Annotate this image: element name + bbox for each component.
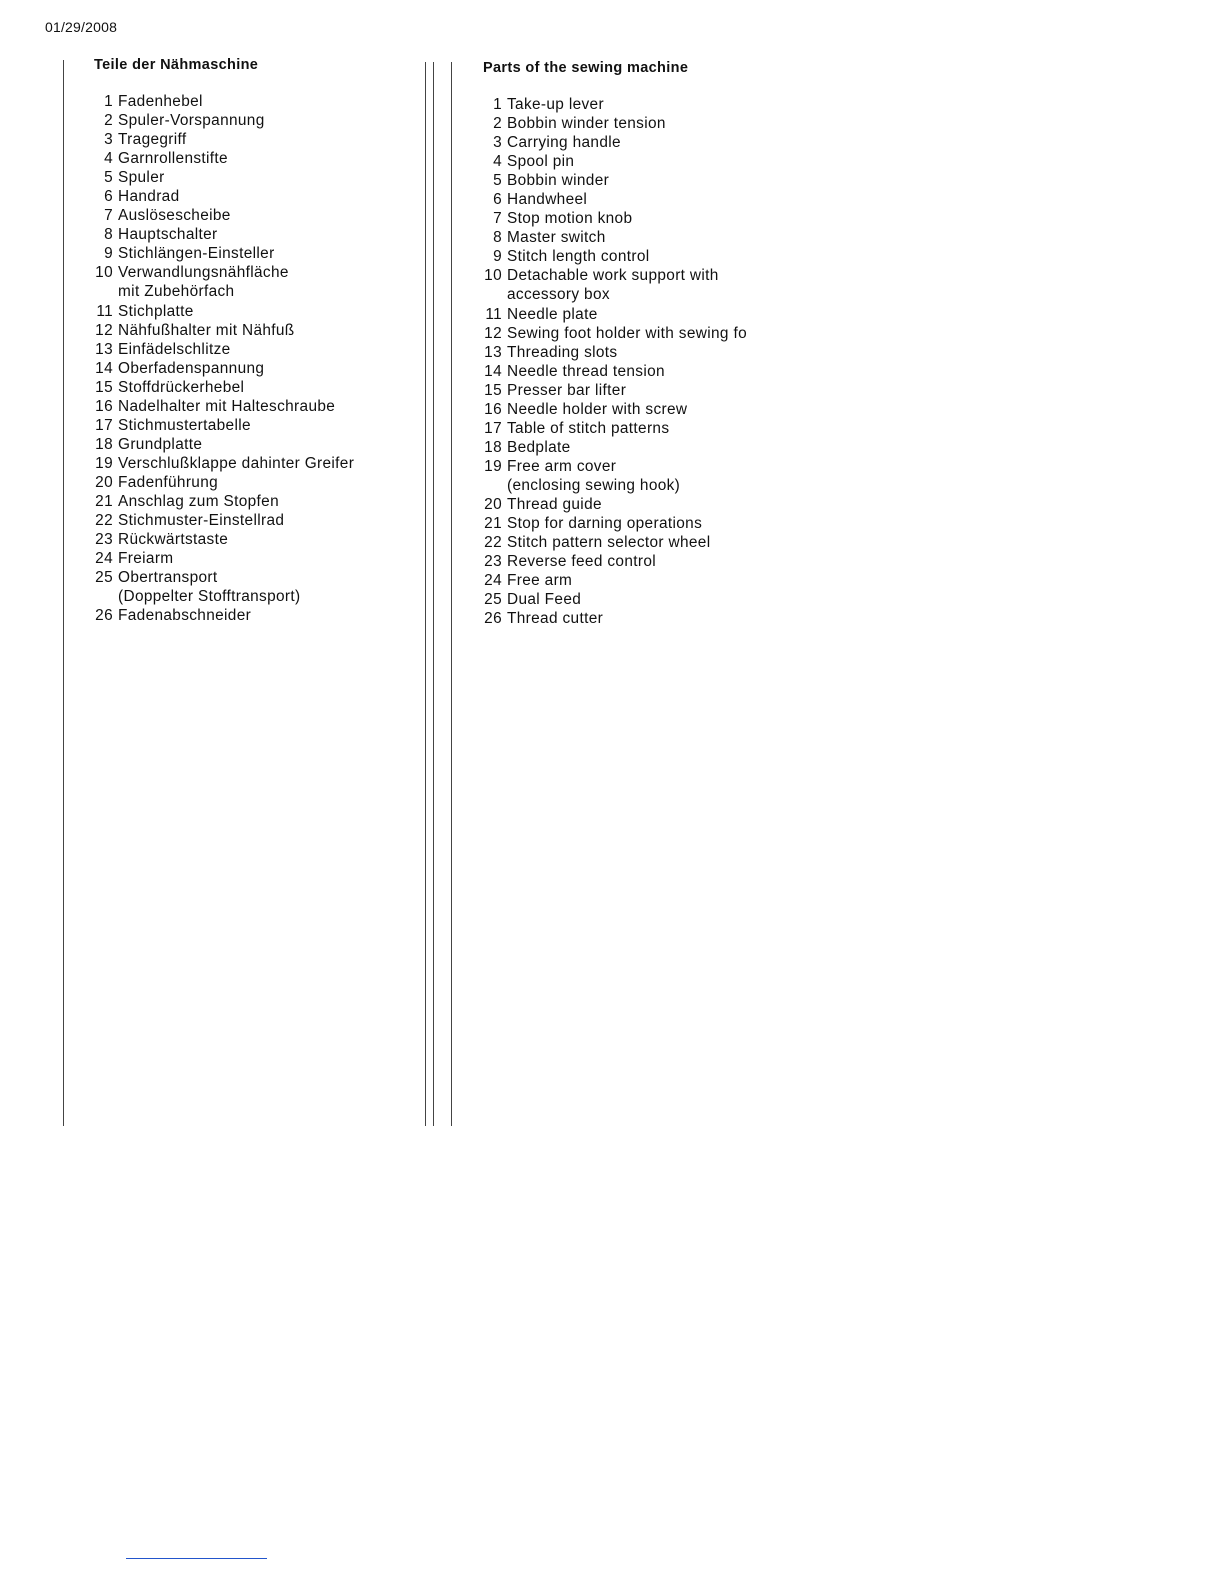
left-margin-rule	[63, 60, 64, 1126]
part-number: 26	[95, 607, 113, 625]
part-number: 15	[484, 381, 502, 399]
list-item	[481, 476, 811, 495]
list-item	[92, 606, 412, 625]
part-number: 12	[95, 321, 113, 339]
list-item	[92, 130, 412, 149]
list-item	[481, 362, 811, 381]
center-divider-rule-left	[425, 62, 426, 1126]
part-label: Needle holder with screw	[507, 400, 688, 418]
part-label: Auslösescheibe	[118, 207, 231, 225]
part-number: 14	[95, 359, 113, 377]
part-label: Verwandlungsnähfläche	[118, 264, 289, 282]
list-item	[481, 247, 811, 266]
part-number: 2	[104, 112, 113, 130]
part-label: (Doppelter Stofftransport)	[118, 588, 301, 606]
part-label: Stop motion knob	[507, 210, 633, 228]
list-item	[92, 416, 412, 435]
list-item	[481, 381, 811, 400]
part-number: 17	[484, 419, 502, 437]
list-item	[481, 533, 811, 552]
list-item	[481, 324, 811, 343]
date-stamp: 01/29/2008	[45, 19, 118, 35]
part-number: 22	[95, 512, 113, 530]
part-label: Spuler	[118, 169, 165, 187]
list-item	[92, 282, 412, 301]
english-heading: Parts of the sewing machine	[483, 60, 689, 76]
part-label: Spuler-Vorspannung	[118, 112, 265, 130]
part-label: Rückwärtstaste	[118, 531, 229, 549]
part-number	[481, 476, 502, 495]
part-number: 7	[493, 210, 502, 228]
part-label: Stichmuster-Einstellrad	[118, 512, 285, 530]
list-item	[481, 152, 811, 171]
part-label: Einfädelschlitze	[118, 340, 231, 358]
part-label: Handrad	[118, 188, 180, 206]
part-label: Sewing foot holder with sewing fo	[507, 324, 747, 342]
list-item	[481, 552, 811, 571]
part-number: 26	[484, 610, 502, 628]
list-item	[92, 511, 412, 530]
part-label: (enclosing sewing hook)	[507, 476, 681, 494]
list-item	[481, 133, 811, 152]
list-item	[481, 400, 811, 419]
part-number: 10	[484, 267, 502, 285]
part-label: Hauptschalter	[118, 226, 218, 244]
list-item	[481, 457, 811, 476]
part-label: Bobbin winder	[507, 172, 610, 190]
part-label: accessory box	[507, 286, 610, 304]
list-item	[92, 263, 412, 282]
part-label: Fadenabschneider	[118, 607, 252, 625]
list-item	[481, 590, 811, 609]
part-number: 13	[484, 343, 502, 361]
list-item	[92, 530, 412, 549]
list-item	[481, 343, 811, 362]
part-label: Verschlußklappe dahinter Greifer	[118, 454, 355, 472]
part-label: Needle thread tension	[507, 362, 665, 380]
list-item	[481, 114, 811, 133]
part-label: Carrying handle	[507, 134, 621, 152]
list-item	[481, 190, 811, 209]
list-item	[92, 340, 412, 359]
part-number: 6	[104, 188, 113, 206]
list-item	[92, 454, 412, 473]
part-label: Stitch length control	[507, 248, 650, 266]
part-label: Thread cutter	[507, 610, 604, 628]
part-number: 24	[484, 572, 502, 590]
part-number: 14	[484, 362, 502, 380]
part-label: Nähfußhalter mit Nähfuß	[118, 321, 295, 339]
part-number: 3	[104, 131, 113, 149]
part-label: Anschlag zum Stopfen	[118, 492, 279, 510]
part-number: 4	[104, 150, 113, 168]
list-item	[481, 266, 811, 285]
list-item	[92, 378, 412, 397]
list-item	[92, 149, 412, 168]
part-number: 20	[95, 473, 113, 491]
part-label: Table of stitch patterns	[507, 419, 670, 437]
part-label: Needle plate	[507, 305, 598, 323]
list-item	[481, 171, 811, 190]
part-number: 16	[484, 400, 502, 418]
list-item	[92, 549, 412, 568]
part-number: 23	[484, 553, 502, 571]
part-label: Threading slots	[507, 343, 618, 361]
list-item	[92, 359, 412, 378]
part-label: Garnrollenstifte	[118, 150, 228, 168]
part-number: 17	[95, 416, 113, 434]
part-number: 22	[484, 534, 502, 552]
part-label: Freiarm	[118, 550, 174, 568]
german-heading: Teile der Nähmaschine	[94, 57, 259, 73]
part-number: 23	[95, 531, 113, 549]
english-column-rule	[451, 62, 452, 1126]
part-number: 24	[95, 550, 113, 568]
list-item	[92, 321, 412, 340]
part-number: 15	[95, 378, 113, 396]
part-number: 21	[484, 515, 502, 533]
part-number: 5	[104, 169, 113, 187]
part-label: Bobbin winder tension	[507, 115, 666, 133]
list-item	[481, 305, 811, 324]
footer-underline	[126, 1558, 267, 1559]
part-number: 19	[484, 457, 502, 475]
part-number: 4	[493, 153, 502, 171]
part-label: Dual Feed	[507, 591, 582, 609]
part-label: Stop for darning operations	[507, 515, 703, 533]
part-number: 16	[95, 397, 113, 415]
list-item	[92, 111, 412, 130]
part-label: Presser bar lifter	[507, 381, 627, 399]
part-label: Tragegriff	[118, 131, 187, 149]
part-label: Oberfadenspannung	[118, 359, 265, 377]
list-item	[481, 609, 811, 628]
list-item	[481, 95, 811, 114]
part-label: Stichmustertabelle	[118, 416, 251, 434]
list-item	[481, 228, 811, 247]
list-item	[92, 397, 412, 416]
part-number: 7	[104, 207, 113, 225]
part-number: 8	[493, 229, 502, 247]
part-number: 9	[104, 245, 113, 263]
list-item	[92, 473, 412, 492]
part-number: 1	[493, 96, 502, 113]
part-number: 11	[96, 302, 113, 320]
list-item	[92, 302, 412, 321]
part-number: 5	[493, 172, 502, 190]
list-item	[92, 92, 412, 111]
part-label: Handwheel	[507, 191, 588, 209]
part-number: 8	[104, 226, 113, 244]
list-item	[481, 495, 811, 514]
part-label: Detachable work support with	[507, 267, 719, 285]
part-label: Master switch	[507, 229, 606, 247]
part-label: Stichplatte	[118, 302, 194, 320]
list-item	[481, 438, 811, 457]
part-label: Free arm cover	[507, 457, 617, 475]
list-item	[92, 168, 412, 187]
part-number: 13	[95, 340, 113, 358]
part-label: Obertransport	[118, 569, 218, 587]
part-number: 3	[493, 134, 502, 152]
part-label: Free arm	[507, 572, 573, 590]
english-parts-list	[481, 95, 811, 628]
list-item	[92, 587, 412, 606]
part-number: 25	[484, 591, 502, 609]
part-number: 1	[104, 93, 113, 110]
part-label: Stitch pattern selector wheel	[507, 534, 711, 552]
part-label: Fadenführung	[118, 473, 219, 491]
part-number: 19	[95, 454, 113, 472]
list-item	[92, 206, 412, 225]
part-number: 11	[485, 305, 502, 323]
part-label: Bedplate	[507, 438, 571, 456]
list-item	[92, 187, 412, 206]
part-number: 21	[95, 492, 113, 510]
part-number: 25	[95, 569, 113, 587]
part-label: Fadenhebel	[118, 93, 203, 110]
part-number: 9	[493, 248, 502, 266]
part-number: 20	[484, 495, 502, 513]
part-number: 18	[95, 435, 113, 453]
list-item	[481, 571, 811, 590]
list-item	[92, 244, 412, 263]
list-item	[481, 419, 811, 438]
part-number: 12	[484, 324, 502, 342]
list-item	[92, 435, 412, 454]
part-label: Thread guide	[507, 495, 602, 513]
list-item	[92, 225, 412, 244]
list-item	[481, 514, 811, 533]
part-label: Stoffdrückerhebel	[118, 378, 245, 396]
center-divider-rule-right	[433, 62, 434, 1126]
part-number: 2	[493, 115, 502, 133]
part-number: 10	[95, 264, 113, 282]
list-item	[481, 285, 811, 304]
list-item	[481, 209, 811, 228]
part-label: Spool pin	[507, 153, 575, 171]
part-label: mit Zubehörfach	[118, 283, 235, 301]
english-parts-column	[481, 57, 811, 628]
part-number	[92, 587, 113, 606]
german-parts-list	[92, 92, 412, 625]
part-label: Stichlängen-Einsteller	[118, 245, 275, 263]
german-parts-column	[92, 54, 412, 625]
part-label: Grundplatte	[118, 435, 203, 453]
list-item	[92, 568, 412, 587]
list-item	[92, 492, 412, 511]
part-number	[92, 282, 113, 301]
part-label: Reverse feed control	[507, 553, 657, 571]
part-label: Nadelhalter mit Halteschraube	[118, 397, 336, 415]
part-number: 6	[493, 191, 502, 209]
part-number	[481, 285, 502, 304]
part-number: 18	[484, 438, 502, 456]
part-label: Take-up lever	[507, 96, 604, 113]
